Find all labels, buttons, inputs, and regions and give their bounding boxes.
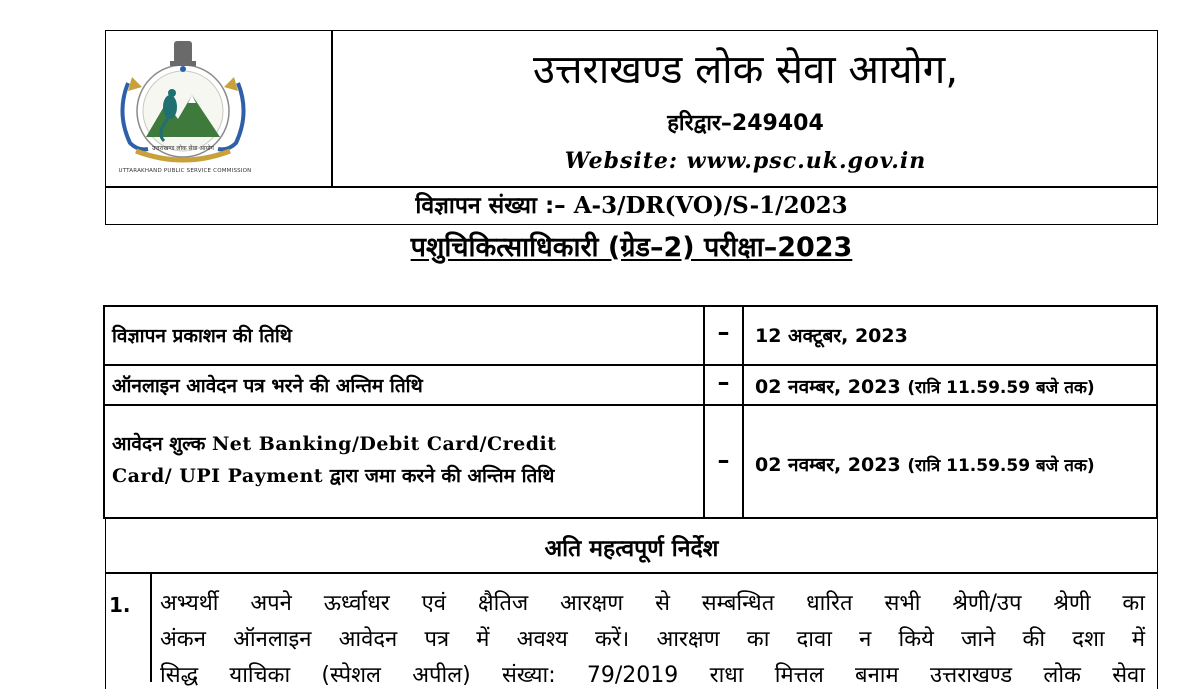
instruction-item-1-line-2: अंकन ऑनलाइन आवेदन पत्र में अवश्य करें। आरक्षण का दावा न किये जाने की दशा में (160, 627, 1145, 652)
emblem-motto: उत्तराखण्ड लोक सेवा आयोग (152, 145, 214, 152)
advertisement-number-label: विज्ञापन संख्या :– (415, 193, 566, 219)
table-row-3-label-english-1: Net Banking/Debit Card/Credit (211, 433, 557, 455)
table-row-3-label-english-2: Card/ UPI Payment (112, 465, 324, 487)
org-name: उत्तराखण्ड लोक सेवा आयोग, (532, 47, 959, 93)
table-row-1-date: 12 अक्टूबर, 2023 (755, 325, 908, 347)
advertisement-number-value: A-3/DR(VO)/S-1/2023 (573, 192, 848, 219)
table-row-2-value (755, 373, 1095, 399)
table-row-3-note: (रात्रि 11.59.59 बजे तक) (907, 456, 1095, 476)
table-row-2-label: ऑनलाइन आवेदन पत्र भरने की अन्तिम तिथि (112, 375, 423, 397)
uttarakhand-psc-emblem (108, 33, 328, 183)
table-row-3-label (112, 428, 697, 492)
emblem-caption: UTTARAKHAND PUBLIC SERVICE COMMISSION (118, 168, 252, 174)
table-row-3-dash: – (717, 446, 730, 474)
table-row-3-date: 02 नवम्बर, 2023 (755, 454, 901, 476)
website-line[interactable]: Website: www.psc.uk.gov.in (564, 148, 927, 174)
table-row-3-value (755, 451, 1095, 477)
table-row-divider-2 (103, 404, 1158, 406)
instructions-divider-vertical (150, 572, 152, 682)
instructions-title: अति महत्वपूर्ण निर्देश (544, 536, 719, 562)
instruction-item-number: 1. (109, 593, 131, 617)
advertisement-number (105, 190, 1158, 222)
exam-title-text: पशुचिकित्साधिकारी (ग्रेड–2) परीक्षा–2023 (410, 232, 853, 263)
instructions-divider-horizontal (105, 572, 1158, 574)
city-pin: हरिद्वार–249404 (667, 111, 824, 136)
table-row-1-value (755, 322, 908, 348)
instruction-item-1-line-3: सिद्ध याचिका (स्पेशल अपील) संख्या: 79/2019 राधा मित्तल बनाम उत्तराखण्ड लोक सेवा (160, 663, 1145, 688)
table-row-2-date: 02 नवम्बर, 2023 (755, 376, 901, 398)
table-row-2-dash: – (717, 368, 730, 396)
table-row-1-dash: – (717, 318, 730, 346)
exam-title (105, 228, 1158, 268)
table-col-divider-2 (742, 305, 744, 519)
emblem-graphic (108, 33, 328, 183)
table-row-2-note: (रात्रि 11.59.59 बजे तक) (907, 378, 1095, 398)
table-row-1-label: विज्ञापन प्रकाशन की तिथि (112, 325, 292, 347)
table-row-divider-1 (103, 364, 1158, 366)
table-row-3-label-hindi-1: आवेदन शुल्क (112, 433, 206, 455)
table-row-3-label-hindi-2: द्वारा जमा करने की अन्तिम तिथि (329, 465, 555, 487)
instruction-item-1-line-1: अभ्यर्थी अपने ऊर्ध्वाधर एवं क्षैतिज आरक्षण से सम्बन्धित धारित सभी श्रेणी/उप श्रेणी का (160, 591, 1145, 616)
header-divider-horizontal (105, 186, 1158, 188)
